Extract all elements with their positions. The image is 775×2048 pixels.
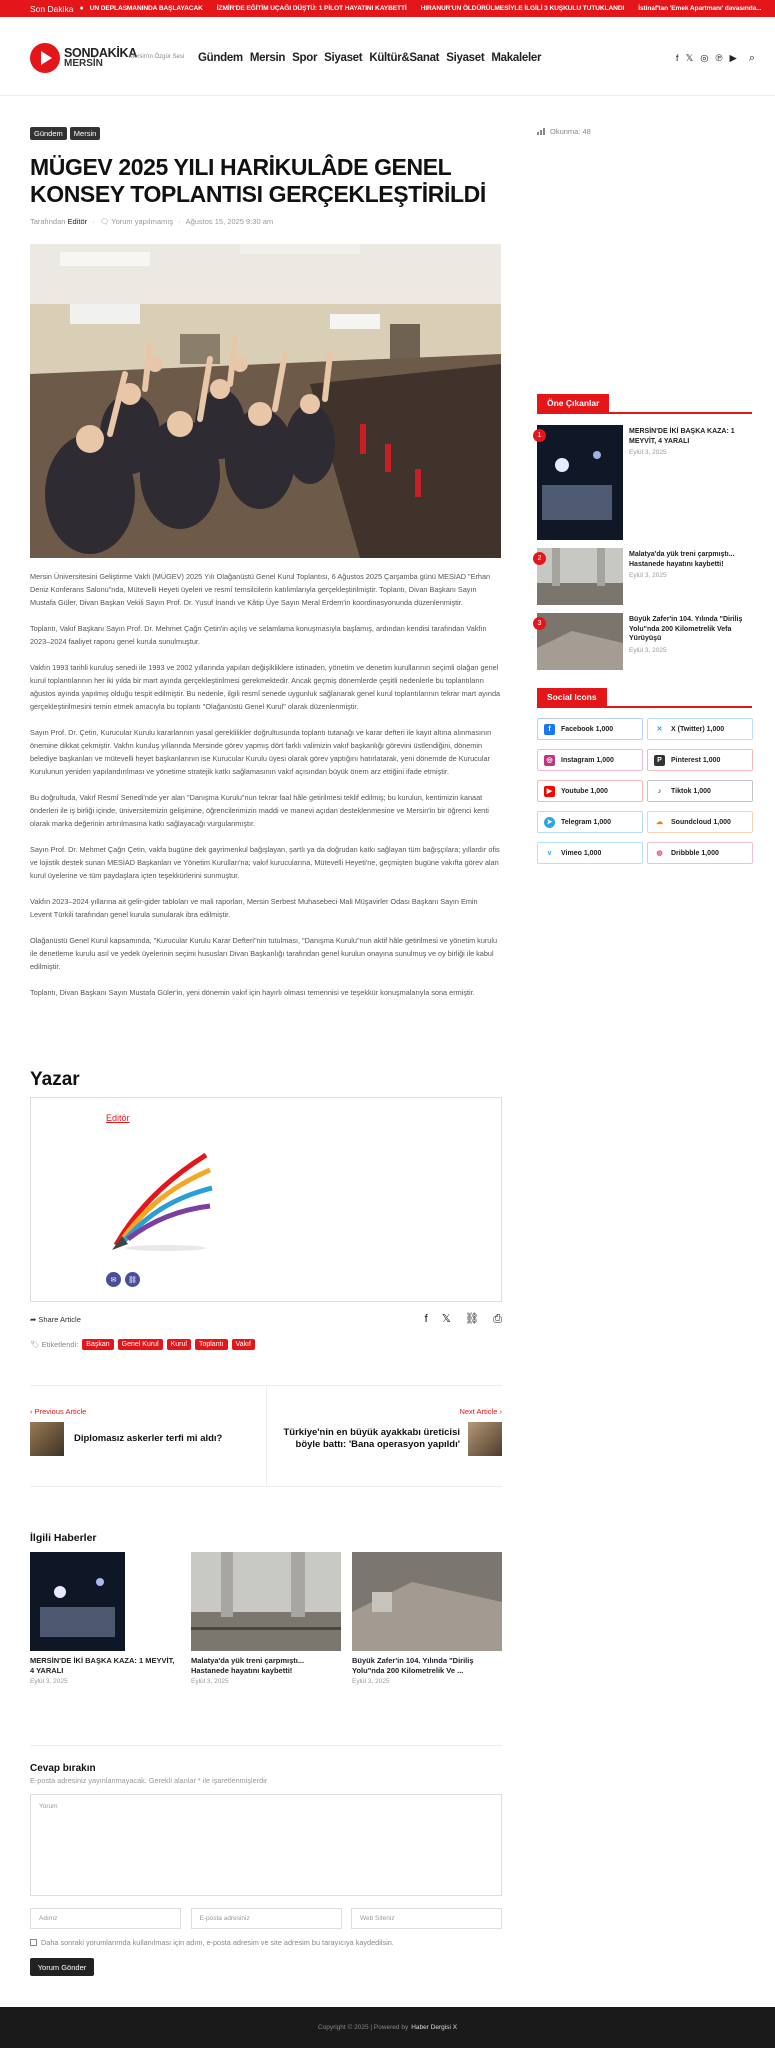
comment-heading: Cevap bırakın: [30, 1763, 96, 1774]
article-body: [30, 570, 501, 1012]
article-meta: Tarafından Editör · 🗨 Yorum yapılmamış · Ağustos 15, 2025 9:30 am: [30, 217, 274, 226]
author-heading: Yazar: [30, 1069, 80, 1090]
facebook-icon[interactable]: f: [675, 53, 679, 64]
social-instagram[interactable]: ◎ Instagram 1,000: [537, 749, 643, 771]
read-count-label: Okunma: 48: [550, 127, 591, 136]
nav-item-siyaset-2[interactable]: Siyaset: [446, 52, 485, 64]
email-input[interactable]: E-posta adresiniz: [191, 1908, 342, 1929]
ticker-items: [90, 5, 775, 12]
name-input[interactable]: Adınız: [30, 1908, 181, 1929]
featured-heading-label: Öne Çıkanlar: [537, 394, 609, 412]
instagram-icon: ◎: [544, 755, 555, 766]
share-icon: ➦: [30, 1314, 39, 1324]
facebook-icon[interactable]: f: [424, 1313, 428, 1325]
nav-item-makaleler[interactable]: Makaleler: [491, 52, 542, 64]
featured-heading: [537, 394, 752, 414]
fire-icon: ●: [79, 5, 84, 12]
logo-line2: MERSİN: [64, 59, 137, 69]
featured-item[interactable]: [537, 425, 752, 540]
featured-date: Eylül 3, 2025: [629, 646, 667, 654]
related-item[interactable]: [191, 1552, 341, 1685]
header-social-links: [669, 52, 755, 65]
related-date: Eylül 3, 2025: [352, 1678, 390, 1685]
previous-article[interactable]: [30, 1386, 266, 1486]
author-prefix: Tarafından: [30, 217, 66, 226]
youtube-icon: ▶: [544, 786, 555, 797]
pinterest-icon: P: [654, 755, 665, 766]
featured-item[interactable]: [537, 548, 752, 605]
instagram-icon[interactable]: ◎: [700, 53, 709, 64]
x-icon[interactable]: 𝕏: [441, 1313, 451, 1325]
next-label: Next Article: [459, 1407, 498, 1416]
print-icon[interactable]: ⎙: [493, 1313, 502, 1325]
featured-thumbnail: [537, 548, 623, 605]
related-title: Büyük Zafer'in 104. Yılında "Diriliş Yolu"nda 200 Kilometrelik Ve ...: [352, 1656, 474, 1675]
social-heading-label: Social Icons: [537, 688, 607, 706]
email-icon[interactable]: ✉: [106, 1272, 121, 1287]
copyright-text: Copyright © 2025 | Powered by: [317, 2024, 409, 2031]
tag-icon: 🏷: [30, 1340, 42, 1349]
chevron-right-icon: ›: [497, 1407, 502, 1416]
featured-thumbnail: [537, 613, 623, 670]
submit-comment-button[interactable]: Yorum Gönder: [30, 1958, 94, 1976]
telegram-icon: ➤: [544, 817, 555, 828]
author-logo-image: [106, 1140, 216, 1255]
next-article-title: Türkiye'nin en büyük ayakkabı üreticisi böyle battı: 'Bana operasyon yapıldı': [283, 1427, 460, 1450]
nav-item-spor[interactable]: Spor: [292, 52, 318, 64]
ticker-label: Son Dakika: [30, 3, 74, 14]
tag-badge[interactable]: Toplantı: [195, 1339, 228, 1350]
social-youtube[interactable]: ▶ Youtube 1,000: [537, 780, 643, 802]
featured-title: Malatya'da yük treni çarpmıştı... Hastanede hayatını kaybetti!: [629, 551, 735, 568]
category-badge[interactable]: Gündem: [30, 127, 67, 140]
search-icon[interactable]: ⌕: [748, 52, 755, 64]
ticker-item[interactable]: İstinaf'tan 'Emek Apartmanı' davasında...: [638, 5, 762, 12]
consent-checkbox[interactable]: [30, 1939, 37, 1946]
tag-badge[interactable]: Başkan: [82, 1339, 113, 1350]
related-date: Eylül 3, 2025: [191, 1678, 229, 1685]
share-bar: [30, 1312, 502, 1326]
article-paragraph: Vakfın 1993 tarihli kuruluş senedi ile 1993 ve 2002 yıllarında yapılan değişikliklere istinaden, yönetim ve denetim kurullarının seçimli olağan genel kurul toplantılarının her iki yılda bir mart ayında gerçekleştirilmesi gerekmektedir. Ancak geçmiş dönemlerde çeşitli nedenlerle bu toplantıların ağustos ayında yapılmış olduğu tespit edilmiştir. Bu nedenle, ilgili resmî senede uygunluk sağlanarak genel kurul toplantılarının tekrar mart ayında gerçekleştirilmesini temin etmek amacıyla bu toplantı "Olağanüstü Genel Kurul" olarak düzenlenmiştir.: [30, 663, 501, 711]
featured-rank: 3: [533, 617, 546, 630]
featured-rank: 1: [533, 429, 546, 442]
article-categories: [30, 127, 103, 140]
footer-brand-link[interactable]: Haber Dergisi X: [411, 2024, 458, 2031]
link-icon[interactable]: ⛓: [464, 1313, 479, 1325]
next-article[interactable]: [266, 1386, 502, 1486]
article-paragraph: Bu doğrultuda, Vakıf Resmî Senedi'nde yer alan "Danışma Kurulu"nun tekrar faal hâle getirilmesi teklif edilmiş; bu kurulun, kentimizin kanaat önderleri ile iş birliği içinde, üniversitemizin gelişimine, öğrencilerimizin maddi ve manevi açıdan desteklenmesine ve Mersin'in bir öğrenci kenti olarak marka değerinin artırılmasına katkı sağlayacağı vurgulanmıştır.: [30, 793, 489, 828]
social-counters: [537, 718, 753, 864]
youtube-icon[interactable]: ▶: [729, 53, 737, 64]
nav-item-gundem[interactable]: Gündem: [198, 52, 243, 64]
ticker-item[interactable]: HIRANUR'UN ÖLDÜRÜLMESİYLE İLGİLİ 3 KUŞKULU TUTUKLANDI: [420, 5, 625, 12]
consent-label: Daha sonraki yorumlarımda kullanılması için adım, e-posta adresim ve site adresim bu tarayıcıya kaydedilsin.: [41, 1938, 394, 1947]
post-navigation: [30, 1385, 502, 1487]
consent-row: [30, 1938, 502, 1947]
tiktok-icon: ♪: [654, 786, 665, 797]
related-thumbnail: [30, 1552, 125, 1651]
related-item[interactable]: [30, 1552, 180, 1685]
x-icon[interactable]: 𝕏: [685, 53, 694, 64]
ticker-item[interactable]: UN DEPLASMANINDA BAŞLAYACAK: [89, 5, 203, 12]
featured-rank: 2: [533, 552, 546, 565]
soundcloud-icon: ☁: [654, 817, 665, 828]
dribbble-icon: ◍: [654, 848, 665, 859]
tag-badge[interactable]: Kurul: [167, 1339, 191, 1350]
site-logo[interactable]: [30, 43, 137, 73]
comment-count[interactable]: Yorum yapılmamış: [111, 217, 174, 226]
related-date: Eylül 3, 2025: [30, 1678, 68, 1685]
related-title: MERSİN'DE İKİ BAŞKA KAZA: 1 MEYVİT, 4 YARALI: [30, 1656, 175, 1675]
article-paragraph: Toplantı, Vakıf Başkanı Sayın Prof. Dr. Mehmet Çağrı Çetin'in açılış ve selamlama konuşmasıyla başlamış, ardından kendisi tarafından Vakfın 2023–2024 faaliyet raporu genel kurula sunulmuştur.: [30, 624, 487, 646]
site-header: [0, 17, 775, 96]
social-tiktok[interactable]: ♪ Tiktok 1,000: [647, 780, 753, 802]
article-paragraph: Sayın Prof. Dr. Mehmet Çağrı Çetin, vakfa bugüne dek gayrimenkul bağışlayan, şartlı ya da doğrudan katkı sağlayan tüm bağışçılara; yıllardır ofis ve lojistik destek sunan MESİAD Başkanları ve Yönetim Kurulları'na; vakıf kurucularına, Mütevelli Heyeti'ne, geçmişten bugüne vakıfta görev alan kurul üyelerine ve tüm paydaşlara içten teşekkürlerini sunmuştur.: [30, 845, 500, 880]
play-logo-icon: [30, 43, 60, 73]
social-facebook[interactable]: f Facebook 1,000: [537, 718, 643, 740]
facebook-icon: f: [544, 724, 555, 735]
website-input[interactable]: Web Siteniz: [351, 1908, 502, 1929]
logo-line1: SONDAKİKA: [64, 45, 137, 60]
related-news: [30, 1552, 502, 1685]
previous-article-title: Diplomasız askerler terfi mi aldı?: [74, 1433, 223, 1444]
related-thumbnail: [352, 1552, 502, 1651]
link-icon[interactable]: ⛓: [125, 1272, 140, 1287]
social-heading: [537, 688, 752, 708]
tag-badge[interactable]: Vakıf: [232, 1339, 255, 1350]
breaking-news-ticker: [0, 0, 775, 17]
social-x[interactable]: ✕ X (Twitter) 1,000: [647, 718, 753, 740]
social-soundcloud[interactable]: ☁ Soundcloud 1,000: [647, 811, 753, 833]
related-thumbnail: [191, 1552, 341, 1651]
featured-list: [537, 425, 752, 678]
category-badge[interactable]: Mersin: [70, 127, 101, 140]
nav-item-mersin[interactable]: Mersin: [249, 52, 286, 64]
vimeo-icon: v: [544, 848, 555, 859]
related-heading: İlgili Haberler: [30, 1532, 97, 1544]
pinterest-icon[interactable]: ℗: [715, 53, 723, 64]
author-link[interactable]: Editör: [67, 217, 88, 226]
article-title: MÜGEV 2025 YILI HARİKULÂDE GENEL KONSEY TOPLANTISI GERÇEKLEŞTİRİLDİ: [30, 154, 486, 207]
article-paragraph: Vakfın 2023–2024 yıllarına ait gelir-gider tabloları ve mali raporları, Mersin Serbest Muhasebeci Mali Müşavirler Odası Başkanı Sayın Emin Levent Türkili tarafından genel kurula sunularak ibra edilmiştir.: [30, 897, 478, 919]
author-box: [30, 1097, 502, 1302]
site-footer: [0, 2007, 775, 2048]
article-paragraph: Olağanüstü Genel Kurul kapsamında, "Kurucular Kurulu Karar Defteri"nin tutulması, "Danışma Kurulu"nun aktif hâle getirilmesi ve yönetim kurulu ile denetleme kurulu asıl ve yedek üyelerinin seçimi hususları Divan Başkanlığı tarafından genel kurulun onayına sunulmuş ve oy birliği ile kabul edilmiştir.: [30, 936, 498, 971]
next-article-thumbnail: [468, 1422, 502, 1456]
x-icon: ✕: [654, 724, 665, 735]
article-paragraph: Sayın Prof. Dr. Çetin, Kurucular Kurulu kararlarının yasal gereklilikler doğrultusunda toplantı tutanağı ve karar defteri ile kayıt altına alınmasının önemine dikkat çekmiştir. Vakfın kuruluş yıllarında Mersinde görev yapmış dört farklı valimizin vakıf başkanlığı görevini üstlendiğini, dönemin belediye başkanları ve mütevelli heyet başkanlarının ise Kurucular Kurulu üyesi olarak görev yaptığını hatırlatarak, yeni dönemde de Kurucular Kurulunun yeniden yapılandırılması ve yönetime stratejik katkı sağlamasının vakıf açısından büyük önem arz ettiğini ifade etmiştir.: [30, 728, 492, 776]
author-social-icons: [106, 1272, 144, 1287]
social-pinterest[interactable]: P Pinterest 1,000: [647, 749, 753, 771]
social-telegram[interactable]: ➤ Telegram 1,000: [537, 811, 643, 833]
social-dribbble[interactable]: ◍ Dribbble 1,000: [647, 842, 753, 864]
featured-date: Eylül 3, 2025: [629, 449, 667, 456]
ticker-item[interactable]: İZMİR'DE EĞİTİM UÇAĞI DÜŞTÜ: 1 PİLOT HAYATINI KAYBETTİ: [216, 5, 407, 12]
article-tags: [30, 1339, 255, 1350]
author-name-link[interactable]: Editör: [106, 1113, 130, 1123]
featured-date: Eylül 3, 2025: [629, 572, 667, 579]
tags-label: Etiketlendi:: [41, 1340, 79, 1349]
social-vimeo[interactable]: v Vimeo 1,000: [537, 842, 643, 864]
chevron-left-icon: ‹: [30, 1407, 35, 1416]
featured-item[interactable]: [537, 613, 752, 670]
related-item[interactable]: [352, 1552, 502, 1685]
comment-textarea[interactable]: Yorum: [30, 1794, 502, 1896]
read-count: [537, 127, 591, 136]
comment-form: [30, 1745, 502, 1976]
main-nav: [198, 52, 548, 64]
bar-chart-icon: [537, 128, 546, 135]
previous-label: Previous Article: [34, 1407, 87, 1416]
previous-article-thumbnail: [30, 1422, 64, 1456]
share-label: ➦ Share Article: [30, 1314, 81, 1324]
article-date: Ağustos 15, 2025 9:30 am: [185, 217, 274, 226]
article-hero-image: [30, 244, 501, 558]
tag-badge[interactable]: Genel Kurul: [118, 1339, 163, 1350]
article-paragraph: Mersin Üniversitesini Geliştirme Vakfı (MÜGEV) 2025 Yılı Olağanüstü Genel Kurul Toplantısı, 6 Ağustos 2025 Çarşamba günü MESİAD "Erhan Deniz Konferans Salonu"nda, Mütevelli Heyeti üyeleri ve resmî temsilcilerin katılımlarıyla gerçekleştirilmiştir. Toplantı, Divan Başkanı Sayın Mustafa Güler, Divan Başkan Vekili Sayın Prof. Dr. Yusuf İnandı ve Kâtip Üye Sayın Meral Erdem'in koordinasyonunda düzenlenmiştir.: [30, 572, 491, 607]
article-paragraph: Toplantı, Divan Başkanı Sayın Mustafa Güler'in, yeni dönemin vakıf için hayırlı olması temennisi ve teşekkür konuşmalarıyla sona ermiştir.: [30, 988, 475, 997]
featured-thumbnail: [537, 425, 623, 540]
nav-item-kultur-sanat[interactable]: Kültür&Sanat: [369, 52, 440, 64]
site-slogan: Mersin'in Özgür Sesi: [129, 54, 185, 60]
nav-item-siyaset[interactable]: Siyaset: [324, 52, 363, 64]
featured-title: MERSİN'DE İKİ BAŞKA KAZA: 1 MEYVİT, 4 YARALI: [629, 428, 735, 445]
featured-title: Büyük Zafer'in 104. Yılında "Diriliş Yolu"nda 200 Kilometrelik Vefa Yürüyüşü: [629, 616, 743, 642]
comment-icon: 🗨: [99, 217, 112, 226]
comment-note: E-posta adresiniz yayınlanmayacak. Gerekli alanlar * ile işaretlenmişlerdir: [30, 1776, 268, 1785]
related-title: Malatya'da yük treni çarpmıştı... Hastanede hayatını kaybetti!: [191, 1656, 305, 1675]
